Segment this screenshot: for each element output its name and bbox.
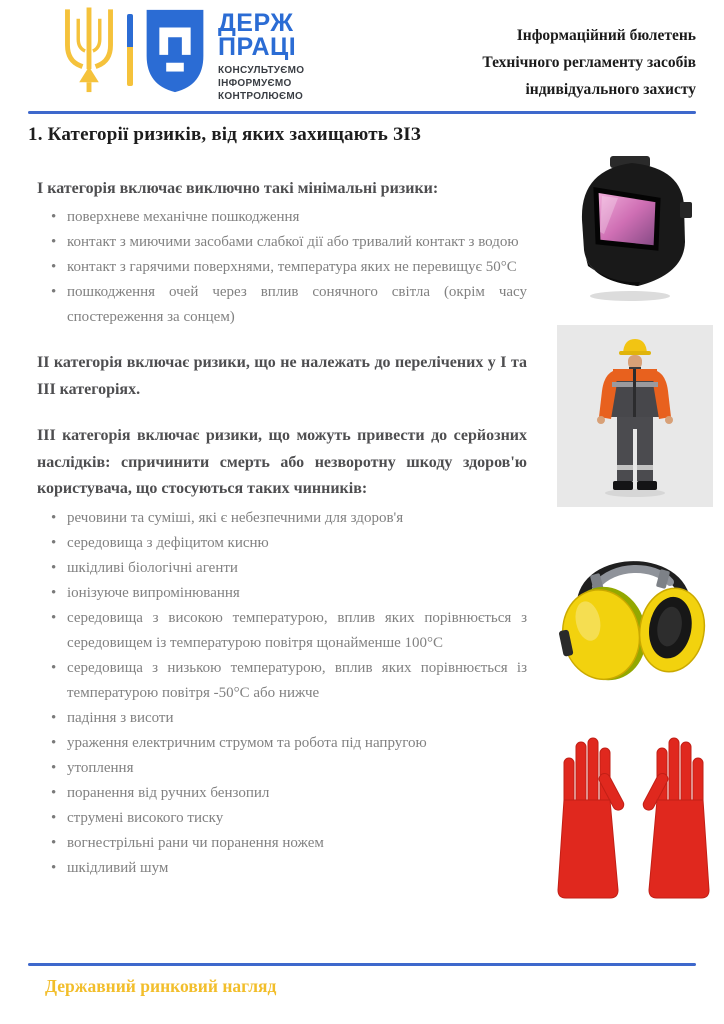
right-ear-cup xyxy=(633,583,711,677)
list-item: • контакт з миючими засобами слабкої дії або тривалий контакт з водою xyxy=(37,230,527,255)
boots xyxy=(613,481,633,490)
trident-base xyxy=(79,67,99,83)
header-divider-line xyxy=(28,111,696,114)
list-item: • речовини та суміші, які є небезпечними для здоров'я xyxy=(37,506,527,531)
helmet-shadow xyxy=(590,291,670,301)
tagline-line-1: КОНСУЛЬТУЄМО xyxy=(218,65,305,76)
logo-divider-bar xyxy=(127,14,133,86)
right-glove xyxy=(641,738,709,898)
tagline-line-3: КОНТРОЛЮЄМО xyxy=(218,91,304,102)
category1-heading: І категорія включає виключно такі мінімальні ризики: xyxy=(37,180,439,197)
footer-divider-line xyxy=(28,963,696,966)
list-item: • падіння з висоти xyxy=(37,706,527,731)
category2-paragraph: ІІ категорія включає ризики, що не належать до перелічених у І та ІІІ категоріях. xyxy=(37,354,527,398)
list-item: • шкідливий шум xyxy=(37,856,527,881)
bulletin-title xyxy=(482,22,696,103)
bulletin-title-line-2: Технічного регламенту засобів xyxy=(482,54,696,71)
bulletin-title-line-1: Інформаційний бюлетень xyxy=(516,27,696,44)
category3-list xyxy=(37,506,527,881)
list-item: • контакт з гарячими поверхнями, температура яких не перевищує 50°С xyxy=(37,255,527,280)
list-item: • ураження електричним струмом та робота під напругою xyxy=(37,731,527,756)
list-item: • середовища з низькою температурою, вплив яких порівнюється із температурою повітря -50°С або нижче xyxy=(37,656,527,706)
left-glove xyxy=(558,738,626,898)
derzhpratsi-logo xyxy=(58,6,304,103)
list-item: • пошкодження очей через вплив сонячного світла (окрім часу спостереження за сонцем) xyxy=(37,280,527,330)
trident-icon xyxy=(58,6,120,96)
welding-helmet-image xyxy=(558,148,706,306)
logo-tagline xyxy=(218,64,304,103)
category1-list xyxy=(37,205,527,330)
bulletin-title-line-3: індивідуального захисту xyxy=(525,81,696,98)
content-column xyxy=(37,176,527,881)
brand-line-2: ПРАЦІ xyxy=(218,33,297,61)
list-item: • вогнестрільні рани чи поранення ножем xyxy=(37,831,527,856)
list-item: • струмені високого тиску xyxy=(37,806,527,831)
page-heading: 1. Категорії ризиків, від яких захищають ЗІЗ xyxy=(28,124,422,145)
tagline-line-2: ІНФОРМУЄМО xyxy=(218,78,292,89)
logo-text xyxy=(218,6,304,103)
list-item: • шкідливі біологічні агенти xyxy=(37,556,527,581)
list-item: • іонізуюче випромінювання xyxy=(37,581,527,606)
worker-face xyxy=(628,355,642,369)
list-item: • середовища з високою температурою, вплив яких порівнюється з середовищем із температурою повітря щонайменше 100°С xyxy=(37,606,527,656)
list-item: • поверхневе механічне пошкодження xyxy=(37,205,527,230)
category3-heading: ІІІ категорія включає ризики, що можуть привести до серйозних наслідків: спричинити смерть або незворотну шкоду здоров'ю користувача, що стосуються таких чинників: xyxy=(37,427,527,497)
worker-protective-clothing-image xyxy=(557,325,713,507)
brand-line-1: ДЕРЖ xyxy=(218,9,294,37)
list-item: • середовища з дефіцитом кисню xyxy=(37,531,527,556)
footer-text: Державний ринковий нагляд xyxy=(45,976,277,996)
insulating-gloves-image xyxy=(556,728,711,908)
shield-d-icon xyxy=(142,6,208,96)
list-item: • утоплення xyxy=(37,756,527,781)
list-item: • поранення від ручних бензопил xyxy=(37,781,527,806)
ear-muffs-image xyxy=(544,524,716,689)
